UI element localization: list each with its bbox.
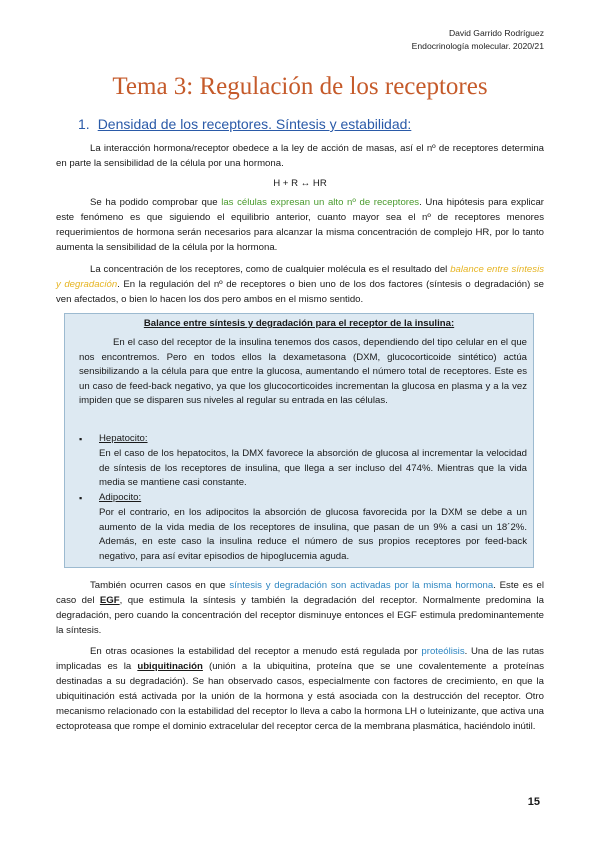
paragraph-4 — [56, 578, 544, 638]
page-title: Tema 3: Regulación de los receptores — [112, 73, 488, 100]
insulin-receptor-box — [64, 313, 534, 568]
paragraph-2 — [56, 195, 544, 255]
section-number: 1. — [78, 116, 90, 132]
bullet-icon: ▪ — [79, 493, 83, 503]
section-heading — [78, 116, 411, 132]
p5-text-b: . Una de las rutas implicadas es la — [56, 646, 544, 672]
box-intro: En el caso del receptor de la insulina tenemos dos casos, dependiendo del tipo celular en el que nos encontremos. Pero en todos ellos la dexametasona (DXM, glucocorticoide sintético) actúa sensibilizando a la célula para que entre la glucosa, aumentando el número total de receptores. Este es un caso de feed-back negativo, ya que los glucocorticoides incrementan la glucosa en plasma y a la vez impiden que se disparen sus niveles al regular su entrada en las células. — [79, 337, 527, 407]
equation: H + R ↔ HR — [273, 178, 327, 189]
bullet-title-hepatocito: Hepatocito: — [99, 433, 148, 444]
paragraph-3 — [56, 262, 544, 307]
p2-highlight: las células expresan un alto nº de receptores — [221, 197, 420, 208]
p4-text-a: También ocurren casos en que — [90, 580, 230, 591]
p4-text-b: . Este es el caso del — [56, 580, 544, 606]
bullet-text-hepatocito: En el caso de los hepatocitos, la DMX favorece la absorción de glucosa al incrementar la velocidad de síntesis de los receptores de insulina, que llega a ser incluso del 474%. Mientras que la vida media se mantiene casi constante. — [99, 448, 527, 489]
section-title: Densidad de los receptores. Síntesis y estabilidad: — [97, 116, 412, 132]
bullet-icon: ▪ — [79, 434, 83, 444]
p3-text-a: La concentración de los receptores, como de cualquier molécula es el resultado del — [90, 264, 451, 275]
p5-ubiquitinacion: ubiquitinación — [137, 661, 203, 672]
box-title: Balance entre síntesis y degradación para el receptor de la insulina: — [143, 318, 455, 329]
header-author: David Garrido Rodríguez — [448, 28, 544, 38]
p5-text-a: En otras ocasiones la estabilidad del receptor a menudo está regulada por — [90, 646, 422, 657]
p4-text-c: , que estimula la síntesis y también la degradación del receptor. Normalmente predomina la degradación, pero cuando la concentración del receptor disminuye entonces el EGF estimula predominantemente la síntesis. — [56, 595, 544, 636]
p2-text-a: Se ha podido comprobar que — [90, 197, 222, 208]
bullet-text-adipocito: Por el contrario, en los adipocitos la absorción de glucosa favorecida por la DXM se debe a un aumento de la vida media de los receptores de insulina, que pasan de un 9% a casi un 18´2%. Además, en este caso la insulina reduce el número de sus propios receptores por feed-back negativo, para así evitar episodios de hipoglucemia aguda. — [99, 507, 527, 562]
p3-highlight: balance entre síntesis y degradación — [56, 264, 544, 290]
bullet-title-adipocito: Adipocito: — [99, 492, 142, 503]
header-course: Endocrinología molecular. 2020/21 — [411, 41, 544, 51]
p4-highlight: síntesis y degradación son activadas por la misma hormona — [229, 580, 494, 591]
paragraph-5 — [56, 644, 544, 734]
page-number: 15 — [527, 796, 540, 808]
paragraph-1: La interacción hormona/receptor obedece a la ley de acción de masas, así el nº de receptores determina en parte la sensibilidad de la célula por una hormona. — [56, 143, 544, 169]
p5-highlight: proteólisis — [421, 646, 465, 657]
page-header — [412, 27, 544, 53]
p3-text-b: . En la regulación del nº de receptores o bien uno de los dos factores (síntesis o degradación) se ven afectados, o bien lo hacen los dos pero ambos en el mismo sentido. — [56, 279, 544, 305]
p2-text-b: . Una hipótesis para explicar este fenómeno es que siguiendo el equilibrio anterior, cuanto mayor sea el nº de receptores menores requerimientos de hormona serán necesarios para alcanzar la misma concentración de complejo HR, por lo tanto aumenta la sensibilidad de la célula por la hormona. — [56, 197, 544, 253]
p4-egf: EGF — [99, 595, 120, 606]
p5-text-c: (unión a la ubiquitina, proteína que se une covalentemente a proteínas destinadas a su degradación). Se han observado casos, especialmente con factores de crecimiento, en que la ubiquitinación está activada por la unión de la hormona y está asociada con la destrucción del receptor. Otro mecanismo relacionado con la estabilidad del receptor lo lleva a cabo la hormona LH o luteinizante, que activa una ectoproteasa que rompe el dominio extracelular del receptor cerca de la membrana plasmática, haciéndolo inútil. — [56, 661, 544, 732]
